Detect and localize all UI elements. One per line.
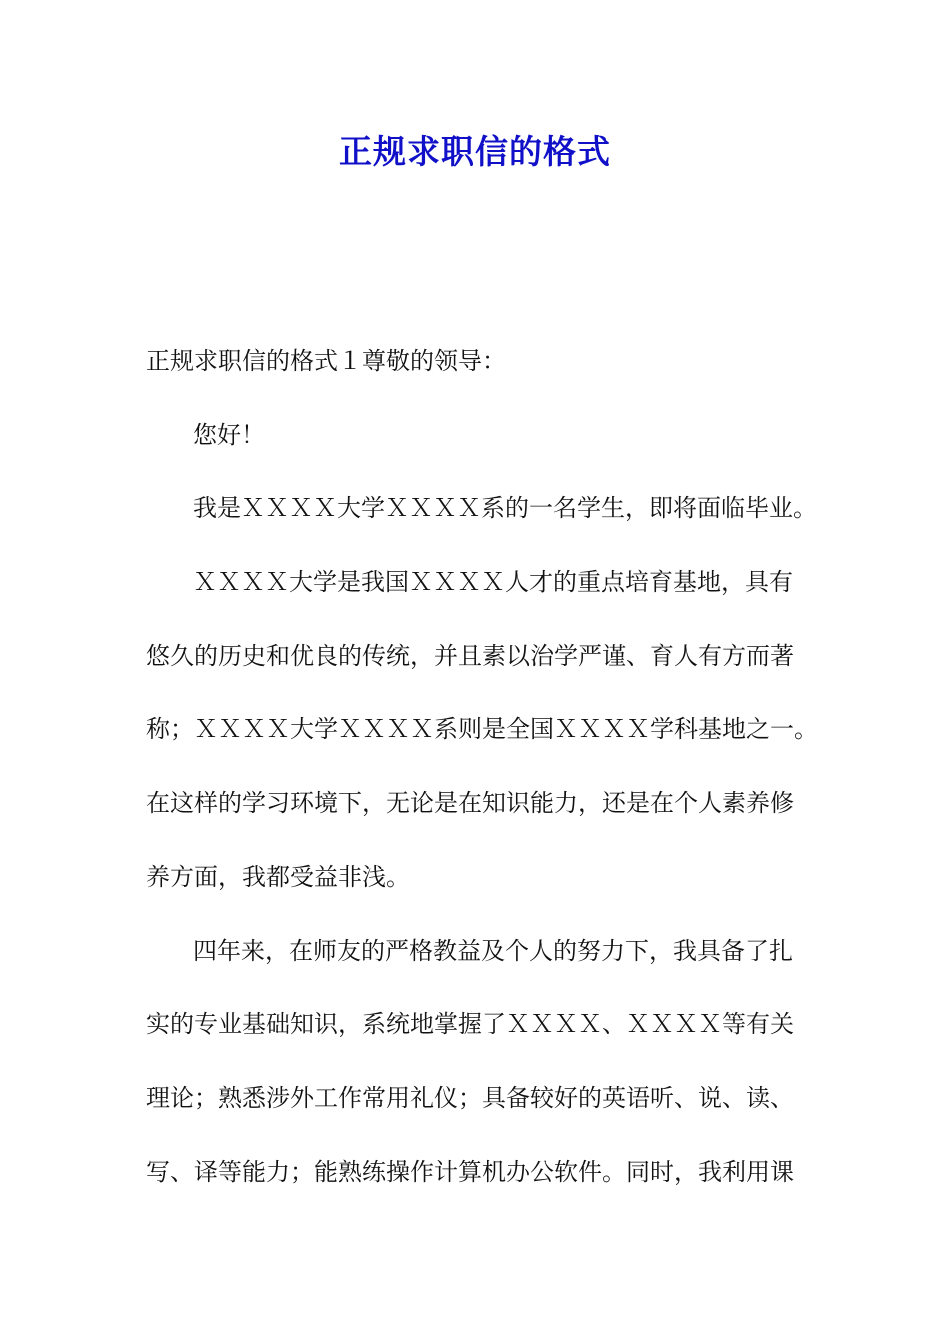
paragraph-line: 写、译等能力；能熟练操作计算机办公软件。同时，我利用课 [146, 1157, 794, 1186]
paragraph-line: 理论；熟悉涉外工作常用礼仪；具备较好的英语听、说、读、 [146, 1083, 794, 1112]
salutation-line: 正规求职信的格式１尊敬的领导： [146, 347, 506, 375]
letter-body [146, 338, 826, 1222]
paragraph-line: 我是ＸＸＸＸ大学ＸＸＸＸ系的一名学生，即将面临毕业。 [193, 494, 817, 523]
paragraph-line: 称；ＸＸＸＸ大学ＸＸＸＸ系则是全国ＸＸＸＸ学科基地之一。 [146, 715, 818, 744]
paragraph-line: 在这样的学习环境下，无论是在知识能力，还是在个人素养修 [146, 789, 794, 818]
document-title: 正规求职信的格式 [339, 132, 611, 171]
greeting-line: 您好！ [193, 420, 265, 449]
paragraph-line: 实的专业基础知识，系统地掌握了ＸＸＸＸ、ＸＸＸＸ等有关 [146, 1010, 794, 1039]
paragraph-line: ＸＸＸＸ大学是我国ＸＸＸＸ人才的重点培育基地，具有 [193, 568, 793, 597]
paragraph-line: 四年来，在师友的严格教益及个人的努力下，我具备了扎 [193, 936, 793, 965]
paragraph-line: 悠久的历史和优良的传统，并且素以治学严谨、育人有方而著 [146, 641, 794, 670]
paragraph-line: 养方面，我都受益非浅。 [146, 862, 410, 891]
